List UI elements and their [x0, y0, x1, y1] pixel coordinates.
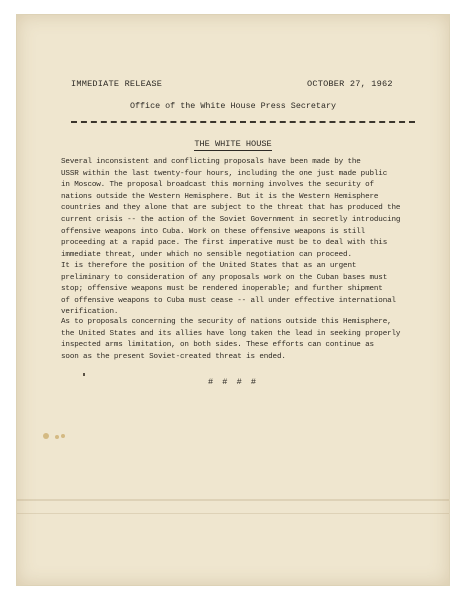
office-line: Office of the White House Press Secretary: [129, 101, 337, 111]
paper-stain: [61, 434, 65, 438]
dashed-divider: [71, 121, 415, 123]
paragraph-1: Several inconsistent and conflicting proposals have been made by the USSR within the last twenty-four hours, including the one just made public in Moscow. The proposal broadcast this morning involves the security of nations outside the Western Hemisphere. But it is the Western Hemisphere countries and they alone that are subject to the threat that has produced the current crisis -- the action of the Soviet Government in secretly introducing offensive weapons into Cuba. Work on these offensive weapons is still proceeding at a rapid pace. The first imperative must be to deal with this immediate threat, under which no sensible negotiation can proceed.: [61, 158, 401, 259]
paper-fold: [17, 499, 449, 501]
paragraph-2: It is therefore the position of the United States that as an urgent preliminary to consideration of any proposals work on the Cuban bases must stop; offensive weapons must be rendered inoperable; and further shipment of offensive weapons to Cuba must cease -- all under effective international verification.: [61, 262, 396, 317]
press-release-page: [16, 14, 450, 586]
paragraph-3: As to proposals concerning the security of nations outside this Hemisphere, the United States and its allies have long taken the lead in seeking properly inspected arms limitation, on both sides. These efforts can continue as soon as the present Soviet-created threat is ended.: [61, 318, 401, 361]
paper-fold: [17, 513, 449, 514]
paper-stain: [55, 435, 59, 439]
end-mark: # # # #: [207, 377, 259, 387]
release-date: OCTOBER 27, 1962: [307, 79, 393, 89]
title-text: THE WHITE HOUSE: [194, 139, 272, 149]
document-title: [17, 139, 449, 149]
ink-speck: [83, 373, 85, 376]
paper-stain: [43, 433, 49, 439]
release-label: IMMEDIATE RELEASE: [71, 79, 163, 89]
